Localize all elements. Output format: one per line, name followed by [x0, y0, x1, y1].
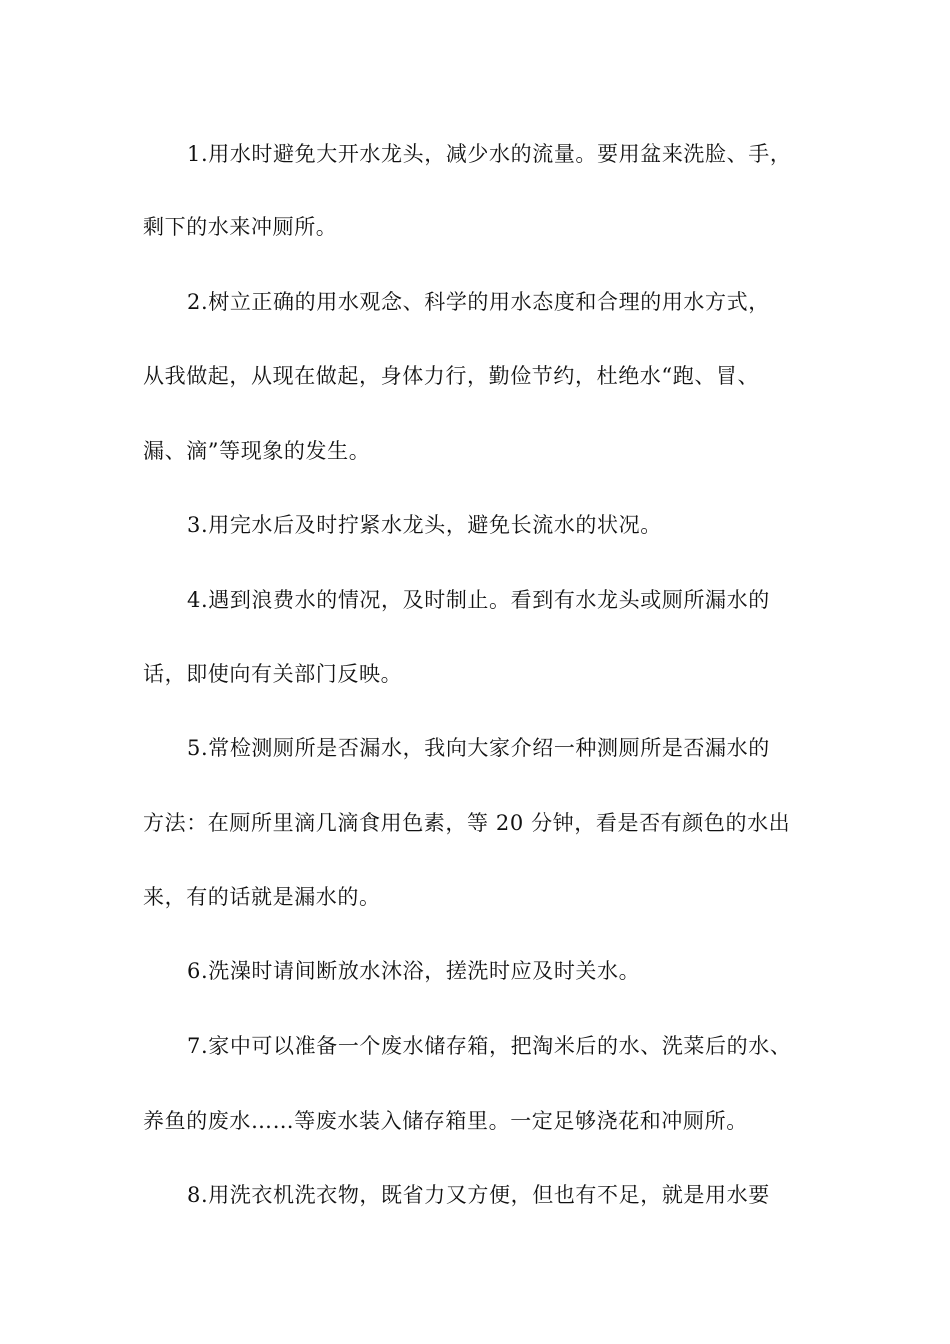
paragraph-6-line-1: 6.洗澡时请间断放水沐浴，搓洗时应及时关水。: [187, 959, 641, 983]
paragraph-1-line-2: 剩下的水来冲厕所。: [143, 215, 338, 239]
paragraph-3-line-1: 3.用完水后及时拧紧水龙头，避免长流水的状况。: [187, 513, 662, 537]
paragraph-7-line-1: 7.家中可以准备一个废水储存箱，把淘米后的水、洗菜后的水、: [187, 1034, 792, 1058]
paragraph-2-line-2: 从我做起，从现在做起，身体力行，勤俭节约，杜绝水“跑、冒、: [143, 364, 760, 388]
paragraph-5-line-2: 方法：在厕所里滴几滴食用色素，等 20 分钟，看是否有颜色的水出: [143, 811, 791, 835]
paragraph-2-line-3: 漏、滴”等现象的发生。: [143, 439, 371, 463]
paragraph-1-line-1: 1.用水时避免大开水龙头，减少水的流量。要用盆来洗脸、手，: [187, 142, 792, 166]
paragraph-8-line-1: 8.用洗衣机洗衣物，既省力又方便，但也有不足，就是用水要: [187, 1183, 770, 1207]
paragraph-5-line-1: 5.常检测厕所是否漏水，我向大家介绍一种测厕所是否漏水的: [187, 736, 770, 760]
paragraph-2-line-1: 2.树立正确的用水观念、科学的用水态度和合理的用水方式，: [187, 290, 770, 314]
paragraph-4-line-2: 话，即使向有关部门反映。: [143, 662, 403, 686]
paragraph-4-line-1: 4.遇到浪费水的情况，及时制止。看到有水龙头或厕所漏水的: [187, 588, 770, 612]
paragraph-5-line-3: 来，有的话就是漏水的。: [143, 885, 381, 909]
paragraph-7-line-2: 养鱼的废水……等废水装入储存箱里。一定足够浇花和冲厕所。: [143, 1109, 748, 1133]
